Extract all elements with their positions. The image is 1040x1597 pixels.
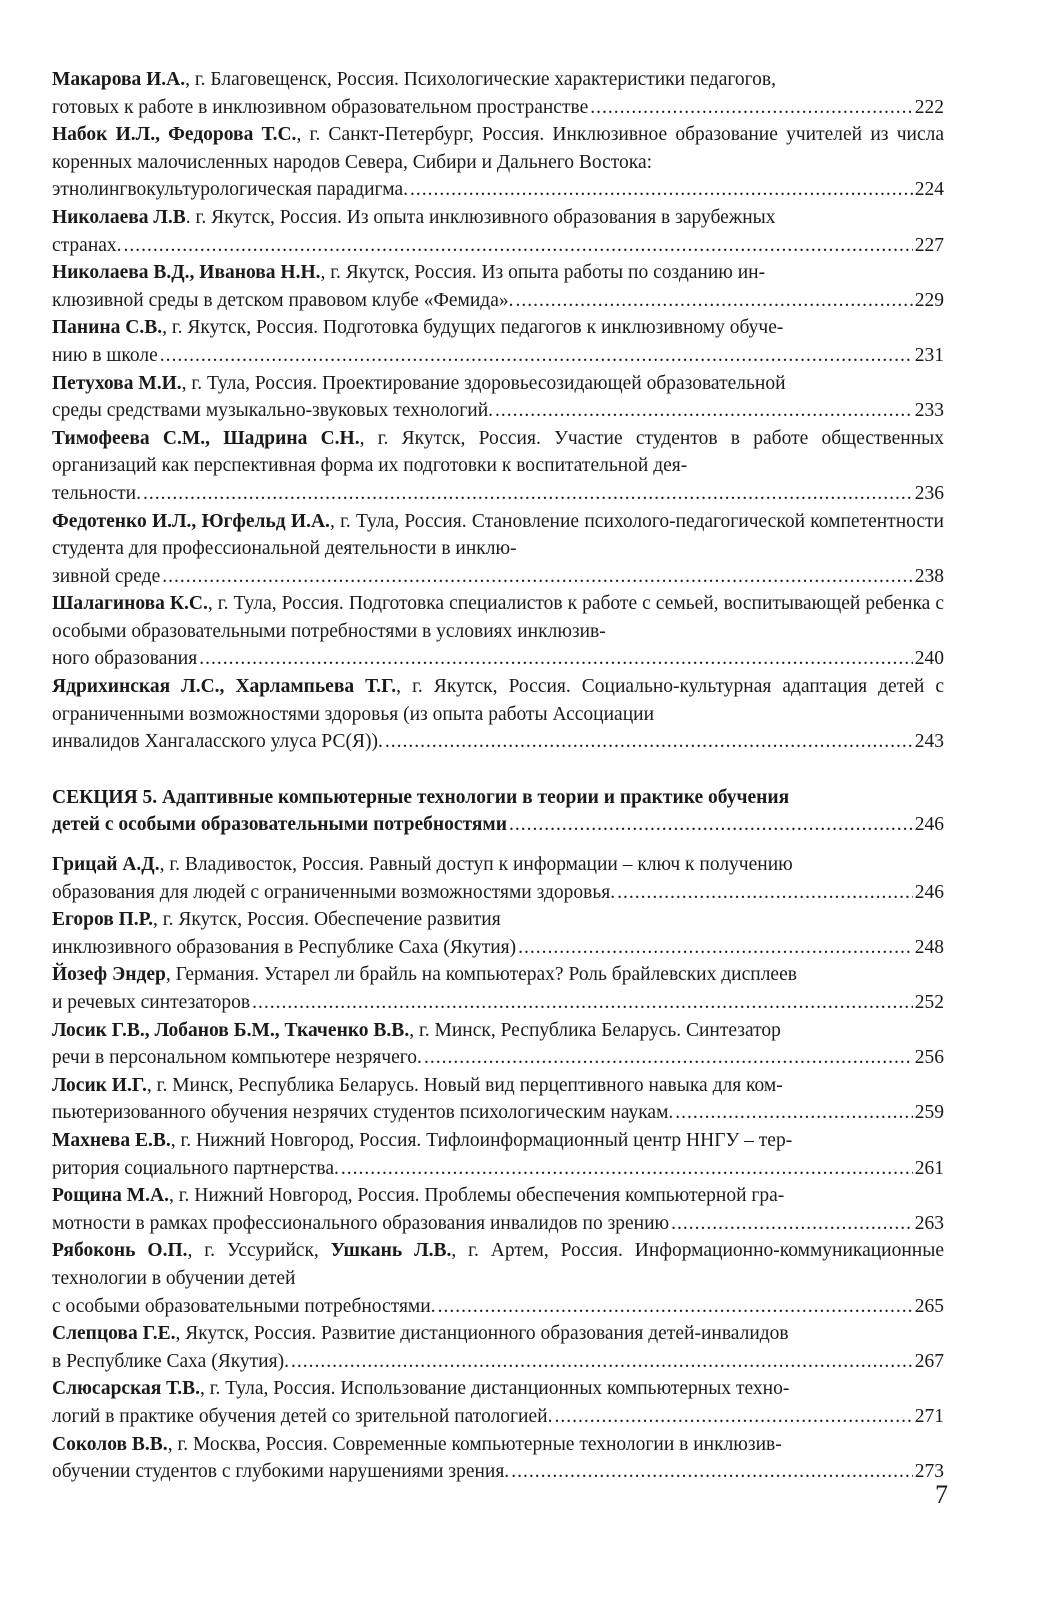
dot-leader bbox=[410, 176, 913, 204]
toc-entry bbox=[52, 66, 944, 121]
toc-entry-last-line bbox=[52, 645, 944, 673]
entry-title: , г. Минск, Республика Беларусь. Новый вид перцептивного навыка для ком- bbox=[146, 1074, 783, 1096]
toc-entry-last-line bbox=[52, 1044, 944, 1072]
toc-entry-last-line bbox=[52, 1099, 944, 1127]
toc-entry-last-line bbox=[52, 1293, 944, 1321]
entry-page-number: 259 bbox=[914, 1102, 944, 1124]
dot-leader bbox=[162, 563, 913, 591]
toc-entry-last-line bbox=[52, 879, 944, 907]
entry-author: Федотенко И.Л., Югфельд И.А. bbox=[52, 510, 330, 532]
entry-title: . г. Якутск, Россия. Из опыта инклюзивного образования в зарубежных bbox=[185, 206, 776, 228]
toc-entry bbox=[52, 1237, 944, 1320]
entry-author: Макарова И.А. bbox=[52, 69, 186, 90]
entry-page-number: 256 bbox=[914, 1047, 944, 1069]
dot-leader bbox=[385, 728, 913, 756]
toc-entry-text bbox=[52, 121, 944, 176]
dot-leader bbox=[590, 94, 913, 122]
entry-page-number: 240 bbox=[914, 648, 944, 670]
section-page-number: 246 bbox=[914, 814, 944, 836]
toc-entry-text bbox=[52, 590, 944, 645]
toc-entry bbox=[52, 314, 944, 369]
table-of-contents bbox=[52, 66, 944, 1486]
entry-author: Лосик Г.В., Лобанов Б.М., Ткаченко В.В. bbox=[52, 1019, 410, 1041]
entry-title: , г. Якутск, Россия. Подготовка будущих педагогов к инклюзивному обуче- bbox=[162, 317, 784, 339]
entry-title-end: клюзивной среды в детском правовом клубе «Фемида». bbox=[52, 289, 514, 311]
entry-title: , г. Благовещенск, Россия. Психологические характеристики педагогов, bbox=[185, 69, 776, 90]
dot-leader bbox=[438, 1293, 913, 1321]
toc-entry-last-line bbox=[52, 287, 944, 315]
entry-title: , г. Тула, Россия. Подготовка специалистов к работе с семьей, воспитывающей ребенка с особыми образовательными потребностями в условиях инклюзив- bbox=[52, 593, 945, 642]
entry-title: , г. Якутск, Россия. Социально-культурная адаптация детей с ограниченными возможностями здоровья (из опыта работы Ассоциации bbox=[52, 676, 944, 725]
toc-entry-last-line bbox=[52, 232, 944, 260]
entry-page-number: 263 bbox=[914, 1212, 944, 1234]
entry-title: , г. Нижний Новгород, Россия. Проблемы обеспечения компьютерной гра- bbox=[168, 1185, 785, 1207]
entry-title-end: нию в школе bbox=[52, 344, 158, 366]
dot-leader bbox=[511, 1458, 913, 1486]
dot-leader bbox=[554, 1403, 912, 1431]
entry-author: Шалагинова К.С. bbox=[52, 593, 208, 615]
entry-title-end: готовых к работе в инклюзивном образовательном пространстве bbox=[52, 96, 589, 118]
entry-title-end: в Республике Саха (Якутия). bbox=[52, 1350, 289, 1372]
dot-leader bbox=[424, 1044, 913, 1072]
entry-page-number: 243 bbox=[914, 731, 944, 753]
toc-entry-last-line bbox=[52, 563, 944, 591]
entry-title-end: зивной среде bbox=[52, 565, 161, 587]
entry-page-number: 267 bbox=[914, 1350, 944, 1372]
entry-author: Набок И.Л., Федорова Т.С. bbox=[52, 124, 297, 146]
entry-page-number: 246 bbox=[914, 881, 944, 903]
toc-entry-last-line bbox=[52, 176, 944, 204]
entry-title-end: и речевых синтезаторов bbox=[52, 992, 251, 1013]
toc-entry-last-line bbox=[52, 1403, 944, 1431]
toc-entry-last-line bbox=[52, 480, 944, 508]
toc-entry bbox=[52, 259, 944, 314]
dot-leader bbox=[495, 397, 913, 425]
toc-entry bbox=[52, 961, 944, 1016]
toc-entry bbox=[52, 1375, 944, 1430]
entry-author: Николаева Л.В bbox=[52, 206, 186, 228]
toc-entry-text bbox=[52, 1127, 944, 1155]
entry-author: Слюсарская Т.В. bbox=[52, 1378, 200, 1400]
entry-title-end: ного образования bbox=[52, 648, 198, 670]
entry-title: , г. Якутск, Россия. Обеспечение развития bbox=[153, 909, 501, 931]
dot-leader bbox=[617, 879, 913, 907]
entry-title-end: пьютеризованного обучения незрячих студентов психологическим наукам. bbox=[52, 1102, 674, 1124]
entry-page-number: 248 bbox=[914, 936, 944, 958]
entry-title: , г. Санкт-Петербург, Россия. Инклюзивное образование учителей из числа коренных малочисленных народов Севера, Сибири и Дальнего Востока: bbox=[52, 124, 944, 173]
dot-leader bbox=[160, 342, 913, 370]
toc-entry bbox=[52, 204, 944, 259]
toc-entry-text bbox=[52, 259, 944, 287]
entry-author: Слепцова Г.Е. bbox=[52, 1323, 176, 1345]
entry-title-end: этнолингвокультурологическая парадигма. bbox=[52, 179, 408, 201]
entry-author: Панина С.В. bbox=[52, 317, 163, 339]
entry-title: , г. Тула, Россия. Проектирование здоровьесозидающей образовательной bbox=[181, 372, 786, 394]
toc-entry-text bbox=[52, 314, 944, 342]
entry-title: , г. Минск, Республика Беларусь. Синтезатор bbox=[409, 1019, 781, 1041]
toc-entry bbox=[52, 425, 944, 508]
toc-entry-last-line bbox=[52, 1210, 944, 1238]
entry-author: Николаева В.Д., Иванова Н.Н. bbox=[52, 262, 321, 284]
entry-author: Петухова М.И. bbox=[52, 372, 182, 394]
entry-author: Грицай А.Д. bbox=[52, 854, 160, 876]
entry-page-number: 224 bbox=[914, 179, 944, 201]
dot-leader bbox=[124, 232, 913, 260]
dot-leader bbox=[515, 287, 912, 315]
entry-author: Махнева Е.В. bbox=[52, 1129, 171, 1151]
entry-page-number: 231 bbox=[914, 344, 944, 366]
toc-entries-part-2 bbox=[52, 851, 944, 1486]
entry-page-number: 222 bbox=[914, 96, 944, 118]
toc-entry-text bbox=[52, 370, 944, 398]
entry-title-end: с особыми образовательными потребностями. bbox=[52, 1295, 436, 1317]
entry-page-number: 238 bbox=[914, 565, 944, 587]
entry-page-number: 271 bbox=[914, 1405, 944, 1427]
toc-entry-text bbox=[52, 1237, 944, 1292]
entry-page-number: 261 bbox=[914, 1157, 944, 1179]
entry-title-end: мотности в рамках профессионального образования инвалидов по зрению bbox=[52, 1212, 670, 1234]
dot-leader bbox=[199, 645, 913, 673]
toc-entry-text bbox=[52, 1375, 944, 1403]
entry-title: , г. Москва, Россия. Современные компьютерные технологии в инклюзив- bbox=[167, 1433, 782, 1455]
dot-leader bbox=[341, 1155, 913, 1183]
entry-title: , г. Тула, Россия. Использование дистанционных компьютерных техно- bbox=[200, 1378, 790, 1400]
toc-entry-text bbox=[52, 961, 944, 989]
toc-entry-text bbox=[52, 508, 944, 563]
entry-title-end: среды средствами музыкально-звуковых технологий. bbox=[52, 400, 494, 422]
entry-page-number: 273 bbox=[914, 1461, 944, 1483]
entry-title-end: речи в персональном компьютере незрячего. bbox=[52, 1047, 422, 1069]
entry-title-end: обучении студентов с глубокими нарушениями зрения. bbox=[52, 1461, 510, 1483]
toc-entry-last-line bbox=[52, 989, 944, 1017]
entry-author: Тимофеева С.М., Шадрина С.Н. bbox=[52, 427, 360, 449]
toc-entry bbox=[52, 1127, 944, 1182]
entry-title: , Якутск, Россия. Развитие дистанционного образования детей-инвалидов bbox=[175, 1323, 789, 1345]
toc-entry-text bbox=[52, 66, 944, 94]
page-number: 7 bbox=[935, 1480, 948, 1509]
toc-entry-text bbox=[52, 1182, 944, 1210]
toc-entry-text bbox=[52, 425, 944, 480]
entry-author: Лосик И.Г. bbox=[52, 1074, 147, 1096]
toc-entry bbox=[52, 370, 944, 425]
toc-entry-text bbox=[52, 673, 944, 728]
entry-page-number: 227 bbox=[914, 234, 944, 256]
toc-entry bbox=[52, 1431, 944, 1486]
entry-page-number: 265 bbox=[914, 1295, 944, 1317]
entry-title-end: странах. bbox=[52, 234, 122, 256]
toc-entries-part-1 bbox=[52, 66, 944, 756]
entry-title: , г. Владивосток, Россия. Равный доступ к информации – ключ к получению bbox=[159, 854, 793, 876]
toc-entry-last-line bbox=[52, 342, 944, 370]
section-title: СЕКЦИЯ 5. Адаптивные компьютерные технологии в теории и практике обучения bbox=[52, 786, 790, 808]
toc-entry-text bbox=[52, 1431, 944, 1459]
toc-entry bbox=[52, 851, 944, 906]
dot-leader bbox=[252, 989, 913, 1017]
toc-entry-text bbox=[52, 1072, 944, 1100]
dot-leader bbox=[518, 934, 913, 962]
dot-leader bbox=[509, 811, 913, 839]
entry-title: , г. Артем, Россия. Информационно-коммуникационные технологии в обучении детей bbox=[52, 1240, 944, 1289]
entry-title: , Германия. Устарел ли брайль на компьютерах? Роль брайлевских дисплеев bbox=[165, 964, 797, 986]
entry-page-number: 233 bbox=[914, 400, 944, 422]
dot-leader bbox=[675, 1099, 912, 1127]
toc-entry bbox=[52, 1182, 944, 1237]
entry-author: Ушкань Л.В. bbox=[330, 1240, 452, 1262]
entry-title: , г. Нижний Новгород, Россия. Тифлоинформационный центр ННГУ – тер- bbox=[170, 1129, 793, 1151]
toc-entry-text bbox=[52, 906, 944, 934]
toc-entry bbox=[52, 121, 944, 204]
toc-entry-text bbox=[52, 851, 944, 879]
section-title-end: детей с особыми образовательными потребностями bbox=[52, 814, 507, 836]
dot-leader bbox=[291, 1348, 913, 1376]
toc-entry bbox=[52, 508, 944, 591]
entry-author: Соколов В.В. bbox=[52, 1433, 168, 1455]
entry-title: , г. Уссурийск, bbox=[187, 1240, 331, 1262]
toc-entry-last-line bbox=[52, 94, 944, 122]
entry-title-end: тельности. bbox=[52, 482, 141, 504]
entry-page-number: 236 bbox=[914, 482, 944, 504]
entry-page-number: 252 bbox=[914, 992, 944, 1013]
toc-entry-last-line bbox=[52, 1348, 944, 1376]
entry-title-end: инклюзивного образования в Республике Саха (Якутия) bbox=[52, 936, 517, 958]
toc-entry-text bbox=[52, 1320, 944, 1348]
toc-entry bbox=[52, 1320, 944, 1375]
toc-entry bbox=[52, 590, 944, 673]
entry-title-end: логий в практике обучения детей со зрительной патологией. bbox=[52, 1405, 553, 1427]
toc-entry bbox=[52, 1017, 944, 1072]
entry-author: Ядрихинская Л.С., Харлампьева Т.Г. bbox=[52, 676, 397, 698]
toc-entry-text bbox=[52, 1017, 944, 1045]
toc-entry-last-line bbox=[52, 1155, 944, 1183]
toc-entry bbox=[52, 906, 944, 961]
entry-title: , г. Тула, Россия. Становление психолого-педагогической компетентности студента для профессиональной деятельности в инклю- bbox=[52, 510, 944, 560]
toc-entry bbox=[52, 1072, 944, 1127]
entry-title: , г. Якутск, Россия. Участие студентов в работе общественных организаций как перспективная форма их подготовки к воспитательной дея- bbox=[52, 427, 944, 477]
entry-author: Йозеф Эндер bbox=[52, 964, 166, 986]
toc-entry-last-line bbox=[52, 397, 944, 425]
section-last-line bbox=[52, 811, 944, 839]
toc-entry-last-line bbox=[52, 934, 944, 962]
dot-leader bbox=[143, 480, 913, 508]
entry-title: , г. Якутск, Россия. Из опыта работы по созданию ин- bbox=[320, 262, 766, 284]
section-heading bbox=[52, 784, 944, 839]
toc-entry bbox=[52, 673, 944, 756]
entry-author: Егоров П.Р. bbox=[52, 909, 154, 931]
entry-author: Рябоконь О.П. bbox=[52, 1240, 188, 1262]
toc-entry-text bbox=[52, 204, 944, 232]
entry-title-end: инвалидов Хангаласского улуса РС(Я)). bbox=[52, 731, 383, 753]
toc-entry-last-line bbox=[52, 1458, 944, 1486]
entry-title-end: ритория социального партнерства. bbox=[52, 1157, 339, 1179]
dot-leader bbox=[671, 1210, 913, 1238]
entry-page-number: 229 bbox=[914, 289, 944, 311]
toc-entry-last-line bbox=[52, 728, 944, 756]
entry-author: Рощина М.А. bbox=[52, 1185, 169, 1207]
entry-title-end: образования для людей с ограниченными возможностями здоровья. bbox=[52, 881, 616, 903]
